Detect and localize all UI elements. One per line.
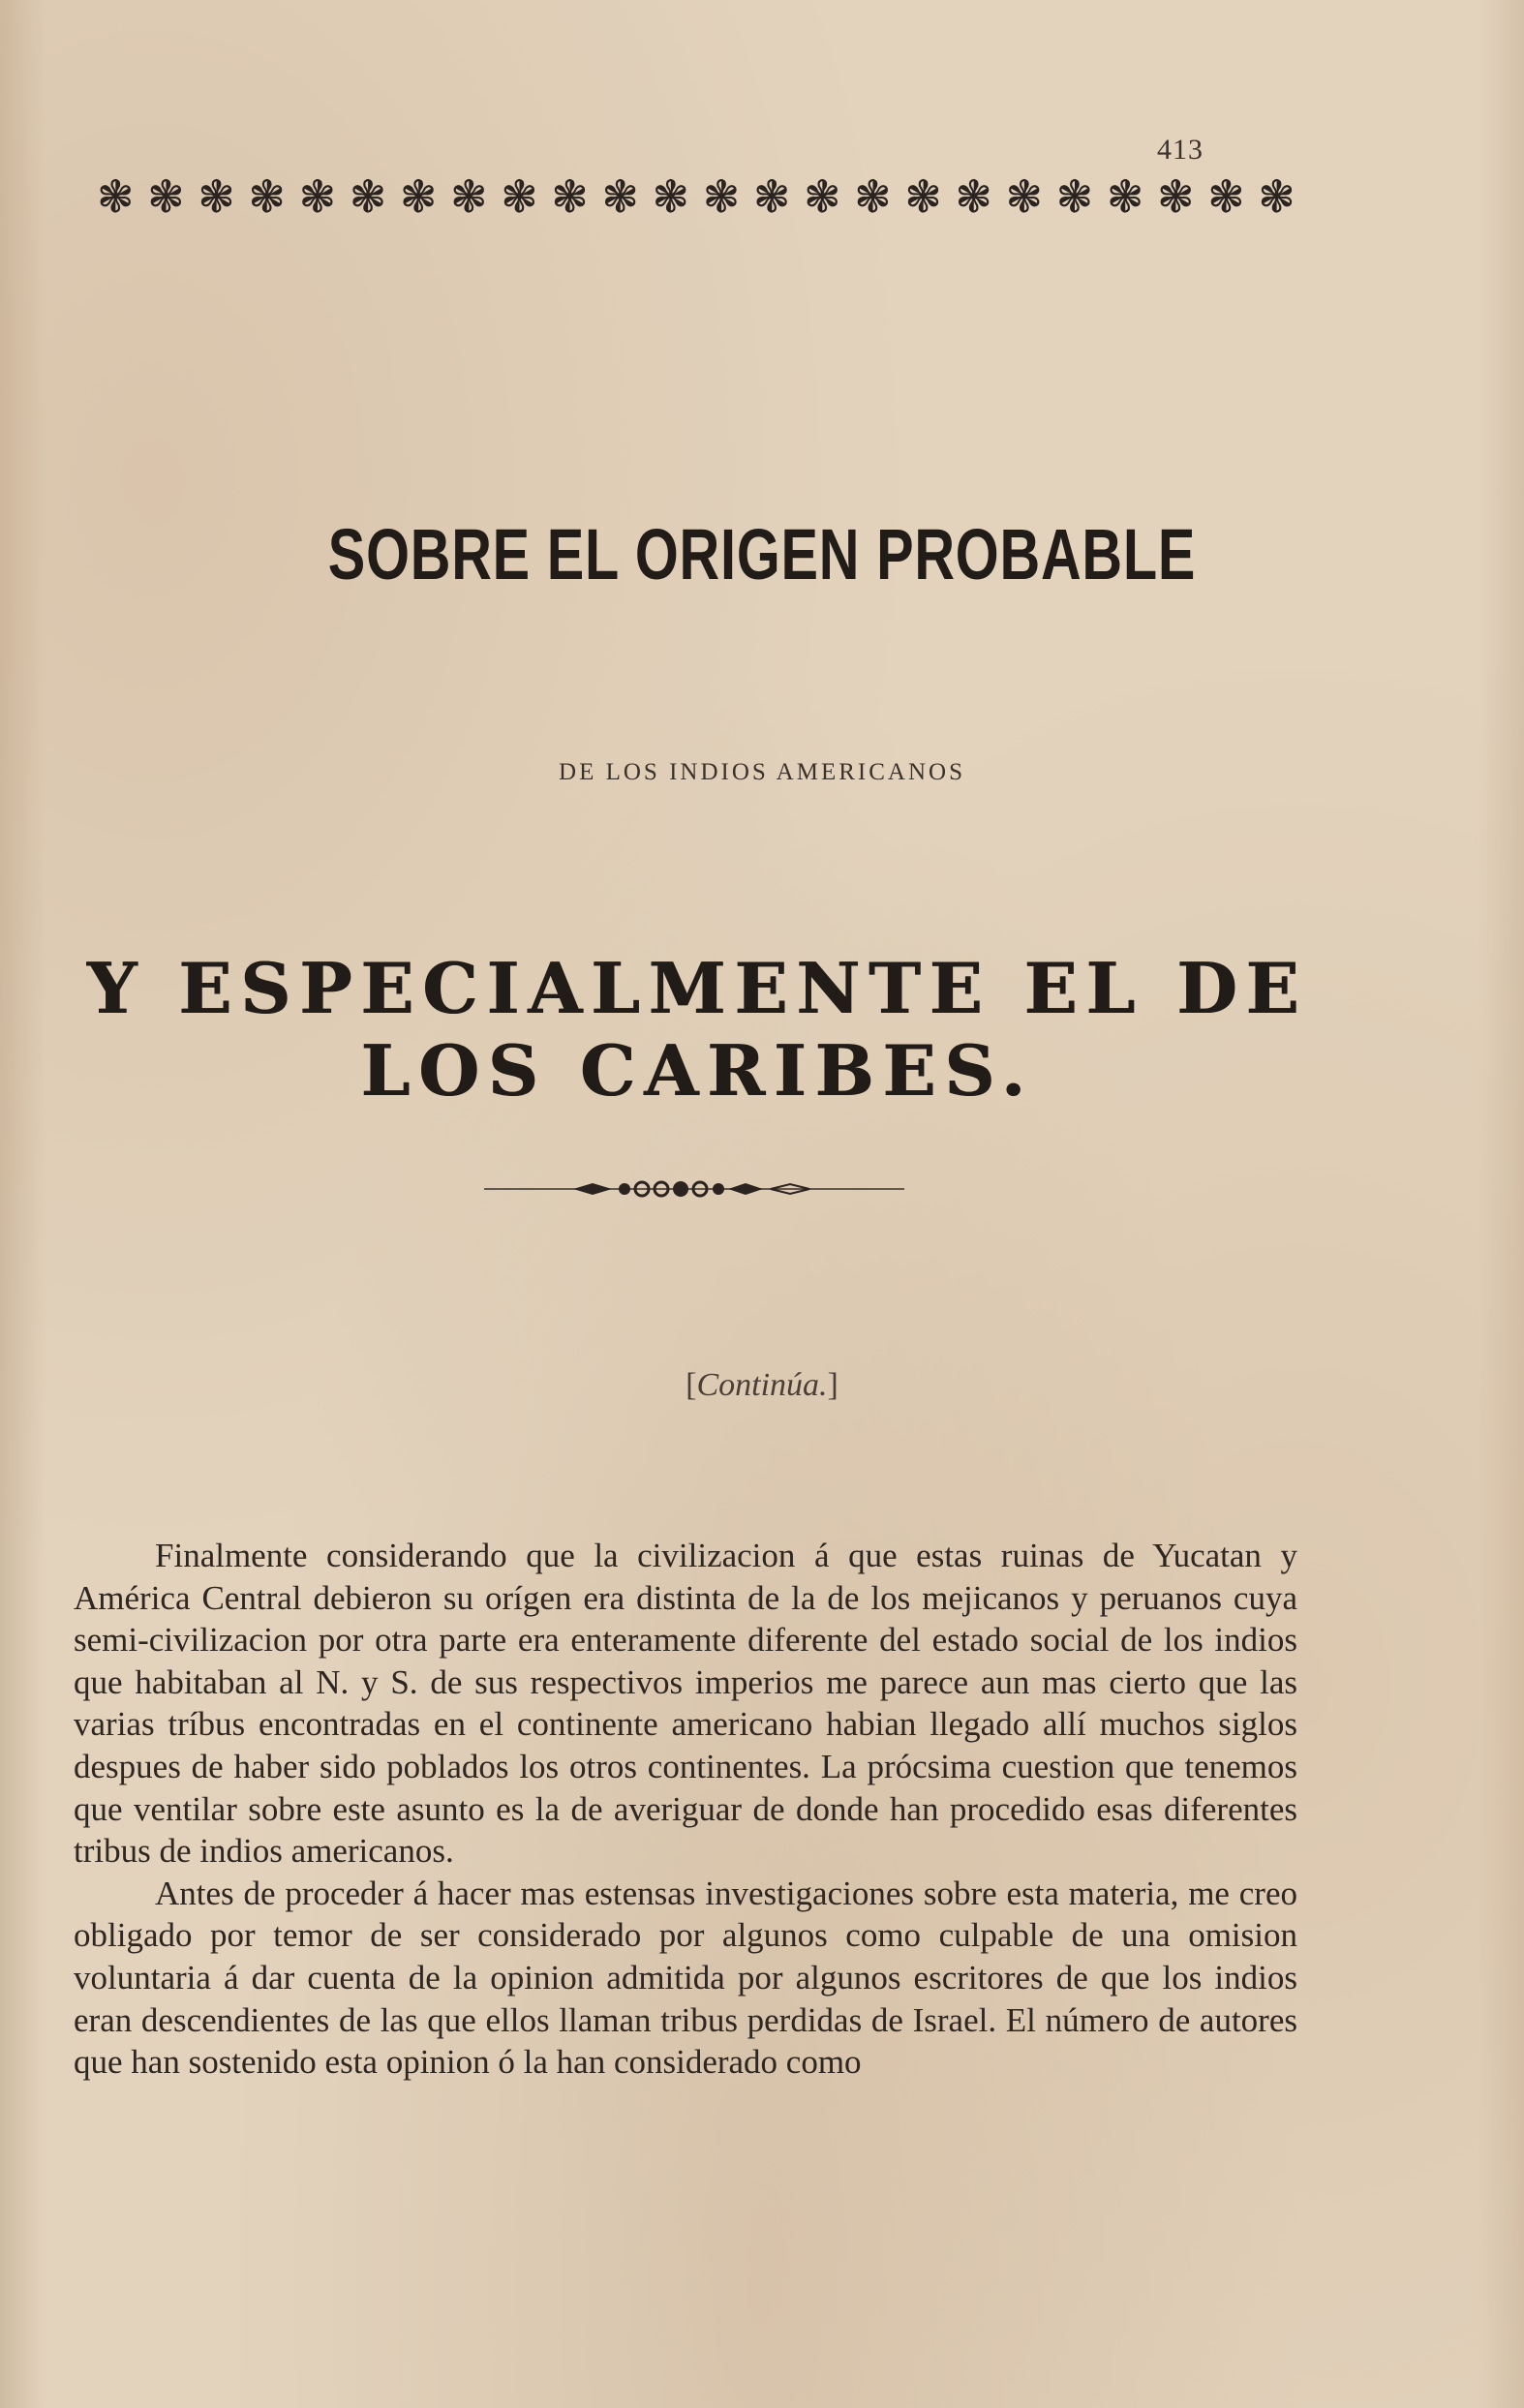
article-decorative-title: Y ESPECIALMENTE EL DE LOS CARIBES.: [86, 947, 1308, 1112]
ornament-flower-icon: ❃: [1156, 170, 1195, 223]
ornament-flower-icon: ❃: [1055, 170, 1094, 223]
ornament-flower-icon: ❃: [248, 170, 286, 223]
article-subtitle: DE LOS INDIOS AMERICANOS: [559, 759, 965, 785]
ornament-flower-icon: ❃: [198, 170, 235, 223]
body-paragraph: Finalmente considerando que la civilizacion á que estas ruinas de Yucatan y América Central debieron su orígen era distinta de la de los mejicanos y peruanos cuya semi-civilizacion por otra parte era enteramente diferente del estado social de los indios que habitaban al N. y S. de sus respectivos imperios me parece aun mas cierto que las varias tríbus encontradas en el continente americano habian llegado allí muchos siglos despues de haber sido poblados los otros continentes. La prócsima cuestion que tenemos que ventilar sobre este asunto es la de averiguar de donde han procedido esas diferentes tribus de indios americanos.: [74, 1537, 1297, 1871]
ornament-flower-icon: ❃: [1005, 170, 1044, 223]
ornament-flower-icon: ❃: [551, 170, 589, 223]
article-title: SOBRE EL ORIGEN PROBABLE: [327, 514, 1197, 594]
bracket-open: [: [686, 1367, 697, 1403]
ornamental-separator-icon: [484, 1172, 904, 1206]
ornament-flower-icon: ❃: [1106, 170, 1144, 223]
ornament-flower-icon: ❃: [854, 170, 892, 223]
ornament-flower-icon: ❃: [399, 170, 438, 223]
ornament-flower-icon: ❃: [702, 170, 741, 223]
continuation-word: Continúa.: [696, 1367, 828, 1403]
ornament-flower-icon: ❃: [298, 170, 337, 223]
ornament-flower-icon: ❃: [1207, 170, 1245, 223]
bracket-close: ]: [827, 1367, 838, 1403]
article-body: [74, 1535, 1297, 2084]
ornament-flower-icon: ❃: [752, 170, 791, 223]
continuation-note: [0, 1367, 1524, 1404]
ornament-flower-icon: ❃: [601, 170, 639, 223]
ornament-flower-icon: ❃: [147, 170, 185, 223]
ornament-flower-icon: ❃: [449, 170, 488, 223]
ornament-flower-icon: ❃: [904, 170, 942, 223]
ornament-flower-icon: ❃: [97, 170, 135, 223]
ornament-flower-icon: ❃: [349, 170, 387, 223]
ornament-flower-icon: ❃: [803, 170, 841, 223]
page-number: 413: [1157, 134, 1204, 166]
ornament-flower-icon: ❃: [955, 170, 992, 223]
ornament-flower-icon: ❃: [652, 170, 690, 223]
ornament-flower-icon: ❃: [1258, 170, 1295, 223]
header-ornament-band: [97, 167, 1295, 227]
ornament-flower-icon: ❃: [501, 170, 538, 223]
body-paragraph: Antes de proceder á hacer mas estensas investigaciones sobre esta materia, me creo obligado por temor de ser considerado por algunos como culpable de una omision voluntaria á dar cuenta de la opinion admitida por algunos escritores de que los indios eran descendientes de las que ellos llaman tribus perdidas de Israel. El número de autores que han sostenido esta opinion ó la han considerado como: [74, 1874, 1297, 2082]
